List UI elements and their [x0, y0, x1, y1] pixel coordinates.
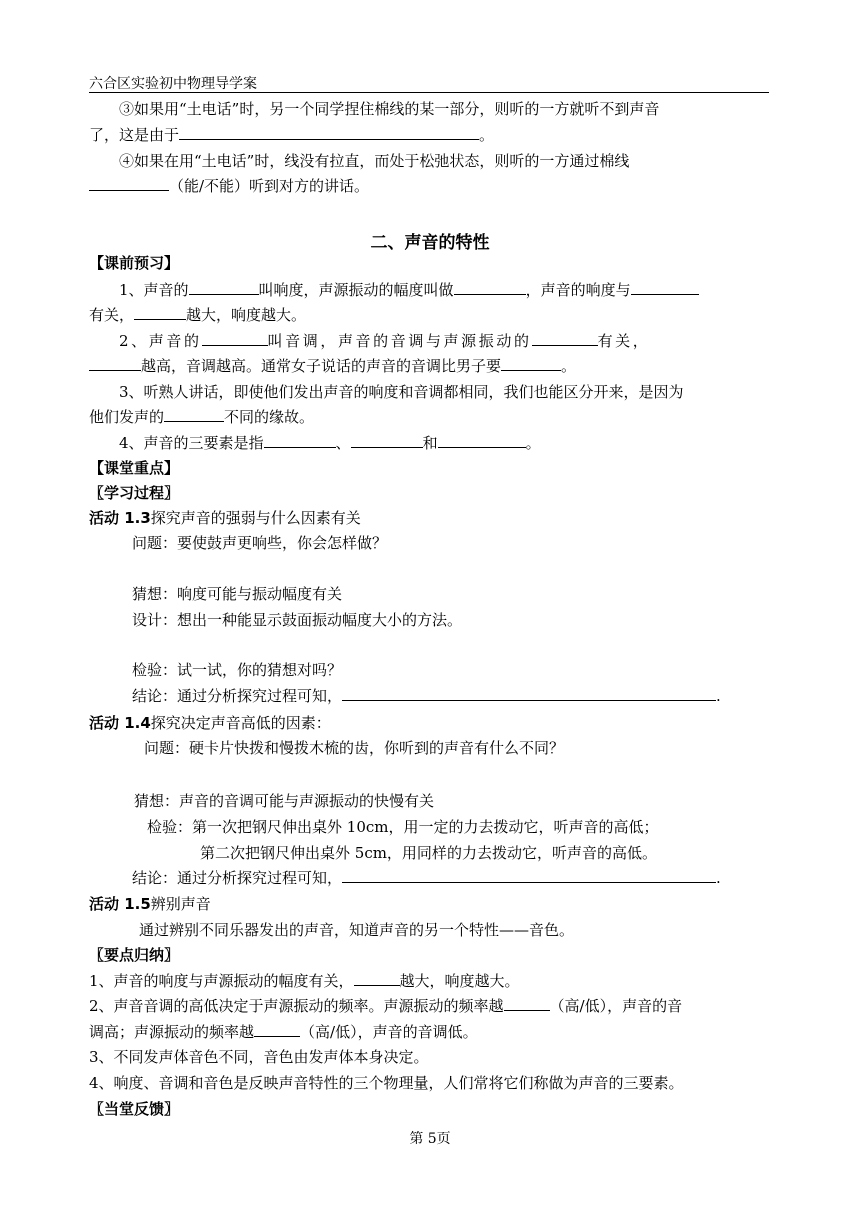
activity-1-4-check-2: 第二次把钢尺伸出桌外 5cm，用同样的力去拨动它，听声音的高低。	[200, 844, 657, 862]
activity-1-4-check-1: 检验：第一次把钢尺伸出桌外 10cm，用一定的力去拨动它，听声音的高低；	[147, 818, 659, 836]
answer-blank[interactable]	[438, 433, 526, 448]
answer-blank[interactable]	[254, 1022, 300, 1037]
activity-1-5-text: 通过辨别不同乐器发出的声音，知道声音的另一个特性——音色。	[139, 921, 575, 939]
answer-blank[interactable]	[189, 280, 259, 295]
activity-1-3-guess: 猜想：响度可能与振动幅度有关	[132, 585, 343, 603]
answer-blank[interactable]	[631, 280, 699, 295]
preview-q1-line1: 1、声音的 叫响度，声源振动的幅度叫做 ，声音的响度与	[119, 280, 809, 300]
activity-1-4-question: 问题：硬卡片快拨和慢拨木梳的齿，你听到的声音有什么不同？	[144, 739, 565, 757]
activity-1-4-conclusion: 结论：通过分析探究过程可知， .	[132, 869, 721, 887]
activity-1-3-question: 问题：要使鼓声更响些，你会怎样做？	[132, 534, 388, 552]
intro-item-4-line2: （能/不能）听到对方的讲话。	[89, 176, 779, 196]
header-rule	[89, 92, 769, 93]
answer-blank[interactable]	[532, 331, 598, 346]
activity-1-5-title: 活动 1.5辨别声音	[89, 895, 211, 913]
preview-q4: 4、声音的三要素是指 、 和 。	[119, 434, 541, 452]
preview-q2-line2: 越高，音调越高。通常女子说话的声音的音调比男子要 。	[89, 356, 779, 376]
answer-blank[interactable]	[454, 280, 526, 295]
summary-item-3: 3、不同发声体音色不同，音色由发声体本身决定。	[89, 1048, 429, 1066]
intro-item-3-line1: ③如果用“土电话”时，另一个同学捏住棉线的某一部分，则听的一方就听不到声音	[119, 100, 660, 118]
page-header: 六合区实验初中物理导学案	[89, 76, 257, 92]
answer-blank[interactable]	[354, 971, 400, 986]
answer-blank[interactable]	[89, 176, 169, 191]
activity-1-3-conclusion: 结论：通过分析探究过程可知， .	[132, 687, 721, 705]
answer-blank[interactable]	[202, 331, 268, 346]
activity-1-4-guess: 猜想：声音的音调可能与声源振动的快慢有关	[134, 792, 435, 810]
answer-blank[interactable]	[264, 433, 336, 448]
summary-heading: 〖要点归纳〗	[89, 946, 180, 964]
answer-blank[interactable]	[351, 433, 423, 448]
answer-blank[interactable]	[342, 868, 716, 883]
section-title: 二、声音的特性	[370, 233, 490, 253]
summary-item-1: 1、声音的响度与声源振动的幅度有关， 越大，响度越大。	[89, 972, 520, 990]
summary-item-2-line2: 调高；声源振动的频率越 （高/低），声音的音调低。	[89, 1023, 478, 1041]
answer-blank[interactable]	[342, 686, 716, 701]
answer-blank[interactable]	[501, 356, 561, 371]
answer-blank[interactable]	[164, 407, 224, 422]
intro-item-4-line1: ④如果在用“土电话”时，线没有拉直，而处于松弛状态，则听的一方通过棉线	[119, 152, 630, 170]
activity-1-3-check: 检验：试一试，你的猜想对吗？	[132, 661, 343, 679]
process-heading: 〖学习过程〗	[89, 484, 180, 502]
preview-q3-line1: 3、听熟人讲话，即使他们发出声音的响度和音调都相同，我们也能区分开来，是因为	[119, 383, 684, 401]
answer-blank[interactable]	[89, 356, 141, 371]
answer-blank[interactable]	[504, 996, 550, 1011]
activity-1-4-title: 活动 1.4探究决定声音高低的因素：	[89, 714, 331, 732]
preview-heading: 【课前预习】	[89, 254, 180, 272]
preview-q3-line2: 他们发声的 不同的缘故。	[89, 408, 315, 426]
activity-1-3-title: 活动 1.3探究声音的强弱与什么因素有关	[89, 509, 361, 527]
intro-item-3-line2: 了，这是由于 。	[89, 126, 495, 144]
page-number: 第 5页	[409, 1131, 451, 1147]
class-heading: 【课堂重点】	[89, 459, 180, 477]
feedback-heading: 〖当堂反馈〗	[89, 1100, 180, 1118]
preview-q2-line1: 2、声音的 叫音调，声音的音调与声源振动的 有关，	[119, 332, 651, 350]
summary-item-4: 4、响度、音调和音色是反映声音特性的三个物理量，人们常将它们称做为声音的三要素。	[89, 1074, 684, 1092]
answer-blank[interactable]	[134, 305, 186, 320]
summary-item-2-line1: 2、声音音调的高低决定于声源振动的频率。声源振动的频率越 （高/低），声音的音	[89, 997, 683, 1015]
answer-blank[interactable]	[179, 125, 479, 140]
activity-1-3-design: 设计：想出一种能显示鼓面振动幅度大小的方法。	[132, 611, 463, 629]
preview-q1-line2: 有关， 越大，响度越大。	[89, 306, 307, 324]
